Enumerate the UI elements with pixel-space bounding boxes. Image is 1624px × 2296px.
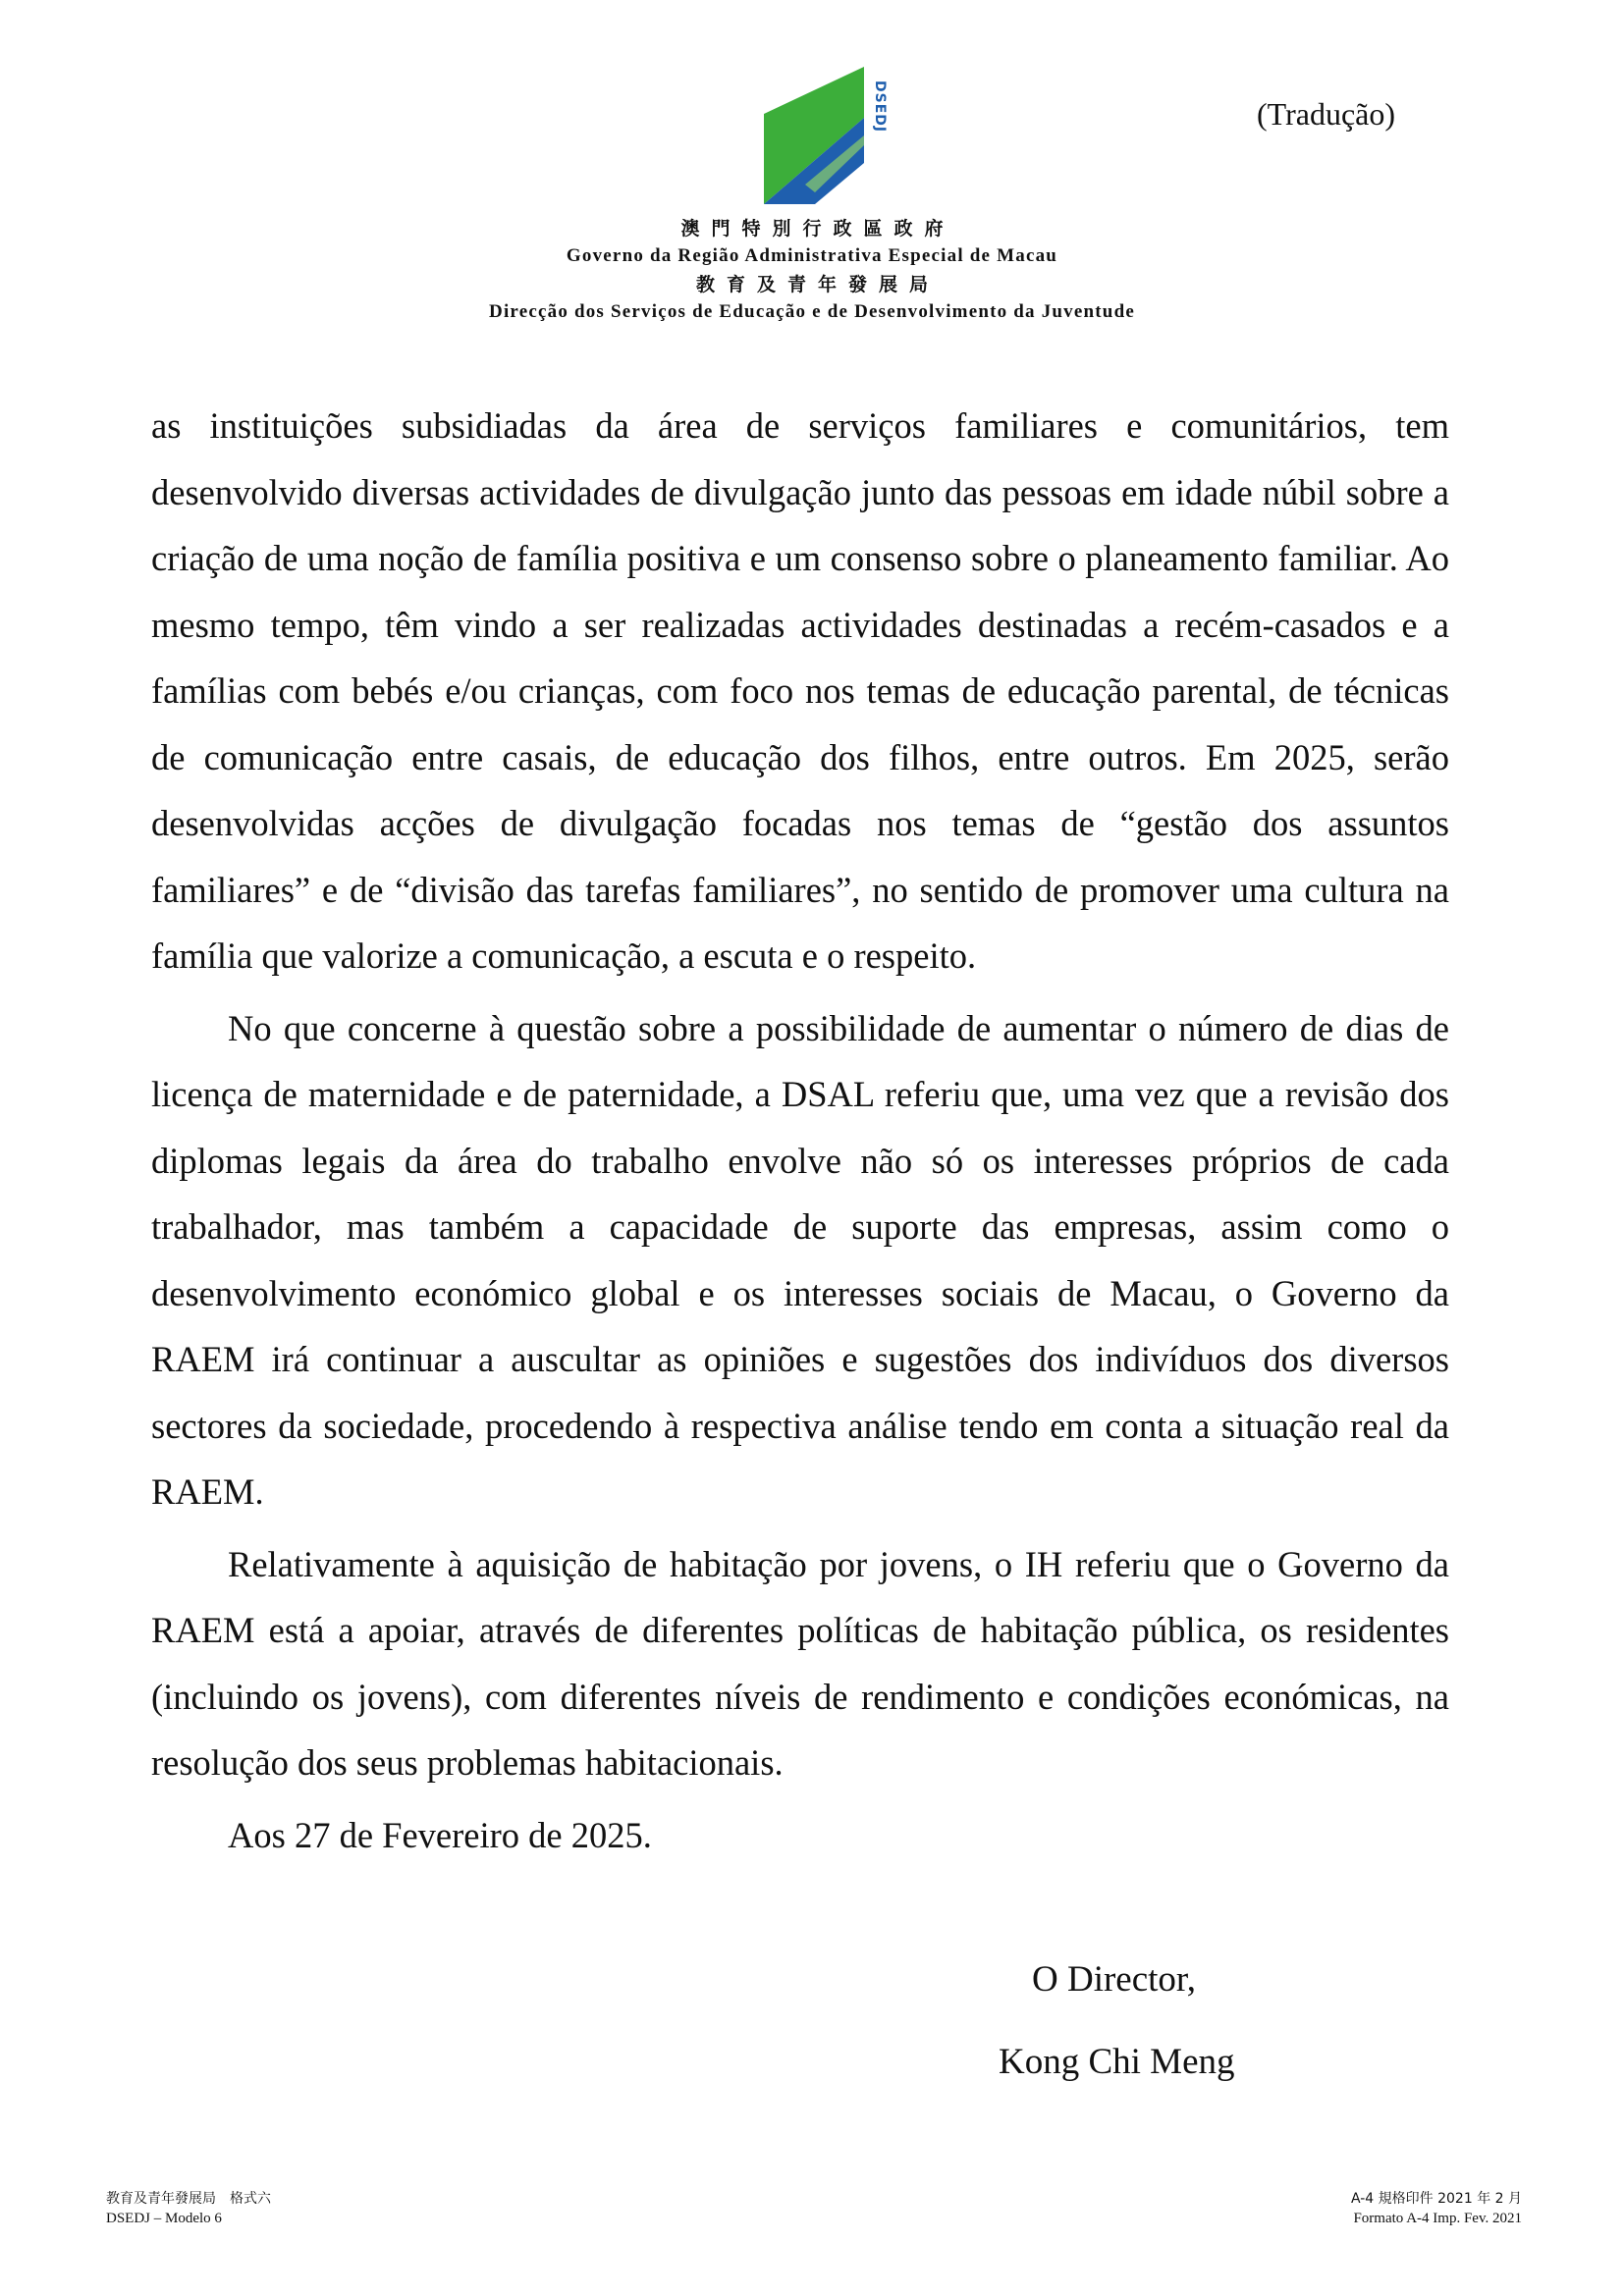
translation-note: (Tradução) [1257,96,1395,132]
signatory-title: O Director, [1032,1959,1197,2000]
letter-date: Aos 27 de Fevereiro de 2025. [228,1814,652,1855]
footer-form-pt: DSEDJ – Modelo 6 [106,2211,222,2226]
footer-format-pt: Formato A-4 Imp. Fev. 2021 [1353,2211,1522,2226]
logo-text: DSEDJ [872,80,888,133]
government-name-pt: Governo da Região Administrativa Especial de Macau [566,245,1058,266]
footer-right [1255,2189,1522,2228]
department-name-pt: Direcção dos Serviços de Educação e de Desenvolvimento da Juventude [489,301,1135,322]
letter-body [151,393,1449,1874]
footer-format-zh: A-4 規格印件 2021 年 2 月 [1350,2191,1522,2207]
dsedj-logo [764,67,911,204]
signatory-name: Kong Chi Meng [999,2042,1235,2082]
department-name-zh: 教育及青年發展局 [695,274,940,295]
paragraph-1: as instituições subsidiadas da área de serviços familiares e comunitários, tem desenvolvido diversas actividades de divulgação junto das pessoas em idade núbil sobre a criação de uma noção de família positiva e um consenso sobre o planeamento familiar. Ao mesmo tempo, têm vindo a ser realizadas actividades destinadas a recém-casados e a famílias com bebés e/ou crianças, com foco nos temas de educação parental, de técnicas de comunicação entre casais, de educação dos filhos, entre outros. Em 2025, serão desenvolvidas acções de divulgação focadas nos temas de “gestão dos assuntos familiares” e de “divisão das tarefas familiares”, no sentido de promover uma cultura na família que valorize a comunicação, a escuta e o respeito. [151,405,1449,976]
government-name-zh: 澳門特別行政區政府 [680,218,955,240]
footer-form-zh: 教育及青年發展局 格式六 [106,2191,271,2207]
paragraph-2: No que concerne à questão sobre a possibilidade de aumentar o número de dias de licença de maternidade e de paternidade, a DSAL referiu que, uma vez que a revisão dos diplomas legais da área do trabalho envolve não só os interesses próprios de cada trabalhador, mas também a capacidade de suporte das empresas, assim como o desenvolvimento económico global e os interesses sociais de Macau, o Governo da RAEM irá continuar a auscultar as opiniões e sugestões dos indivíduos dos diversos sectores da sociedade, procedendo à respectiva análise tendo em conta a situação real da RAEM. [151,1007,1449,1512]
paragraph-3: Relativamente à aquisição de habitação por jovens, o IH referiu que o Governo da RAEM está a apoiar, através de diferentes políticas de habitação pública, os residentes (incluindo os jovens), com diferentes níveis de rendimento e condições económicas, na resolução dos seus problemas habitacionais. [151,1543,1449,1783]
footer-left [106,2189,271,2228]
letterhead [0,220,1624,329]
signature-block [999,1939,1235,2104]
